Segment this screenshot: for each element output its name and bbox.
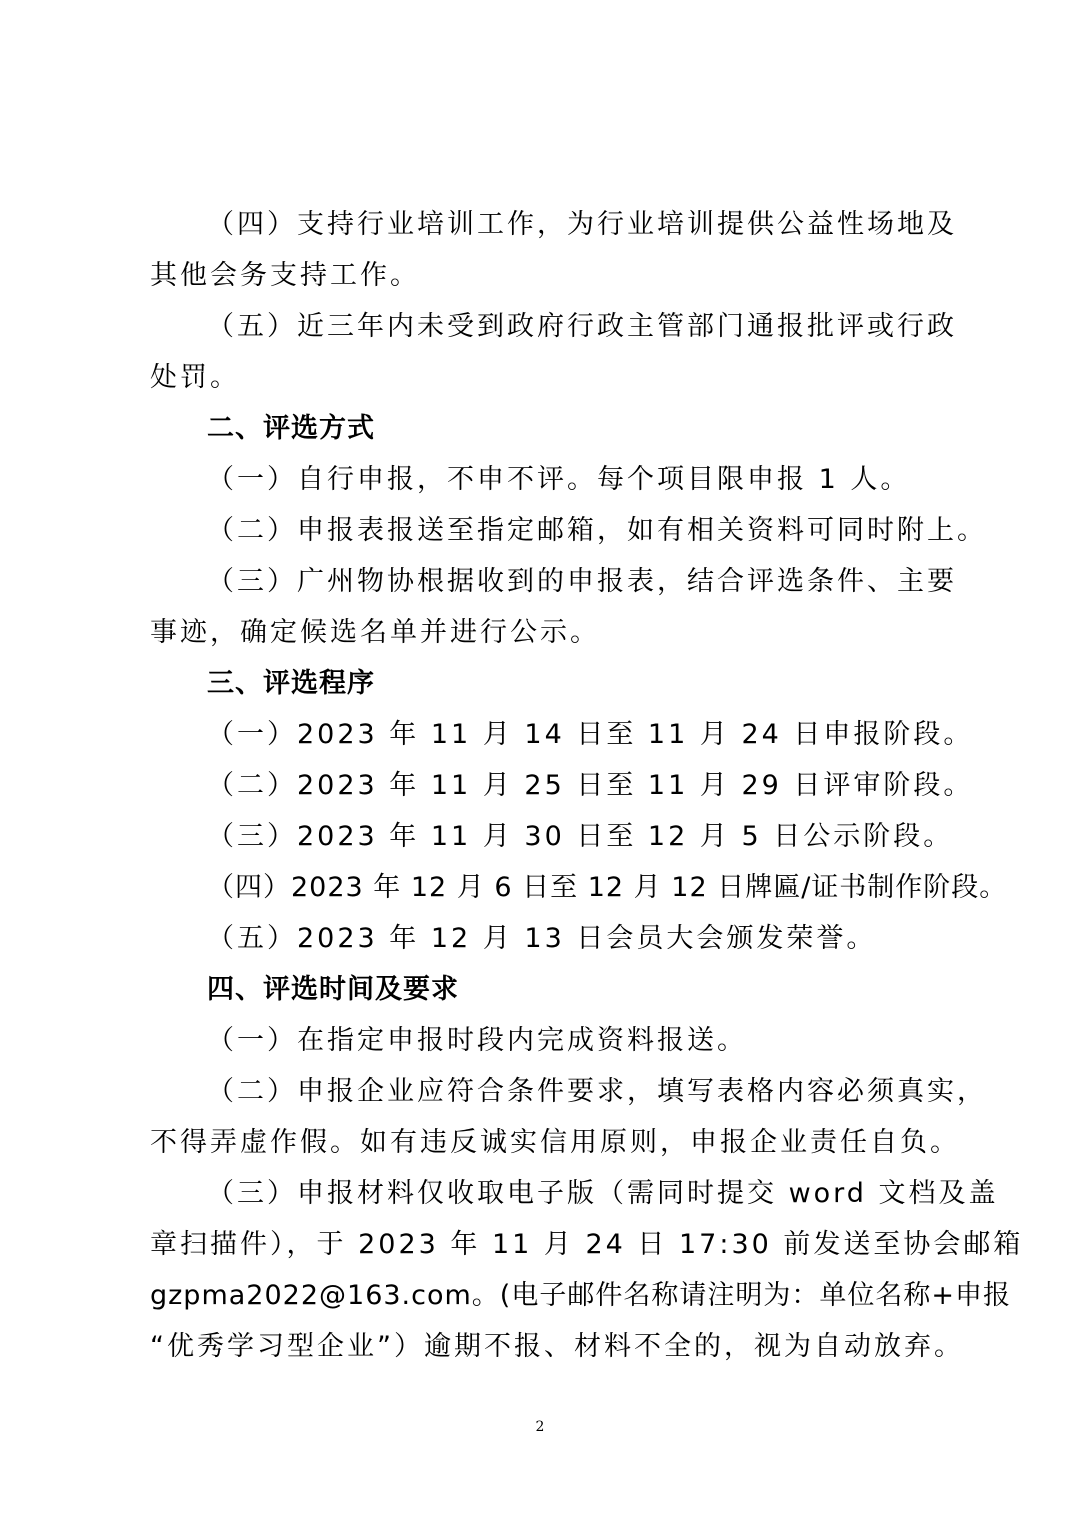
- page-number: 2: [535, 1419, 545, 1435]
- section-heading: 四、评选时间及要求: [207, 974, 459, 1005]
- paragraph-line: （二）申报企业应符合条件要求，填写表格内容必须真实，: [207, 1076, 987, 1107]
- paragraph-line: （三）广州物协根据收到的申报表，结合评选条件、主要: [207, 566, 957, 597]
- paragraph-line: 章扫描件），于 2023 年 11 月 24 日 17:30 前发送至协会邮箱: [150, 1229, 1024, 1260]
- paragraph-line: gzpma2022@163.com。(电子邮件名称请注明为：单位名称+申报: [150, 1280, 1011, 1311]
- paragraph-line: 不得弄虚作假。如有违反诚实信用原则，申报企业责任自负。: [150, 1127, 960, 1158]
- paragraph-line: （一）2023 年 11 月 14 日至 11 月 24 日申报阶段。: [207, 719, 974, 750]
- section-heading: 二、评选方式: [207, 413, 375, 444]
- paragraph-line: 事迹，确定候选名单并进行公示。: [150, 617, 600, 648]
- paragraph-line: 处罚。: [150, 362, 240, 393]
- paragraph-line: （五）近三年内未受到政府行政主管部门通报批评或行政: [207, 311, 957, 342]
- paragraph-line: 其他会务支持工作。: [150, 260, 420, 291]
- paragraph-line: （三）申报材料仅收取电子版（需同时提交 word 文档及盖: [207, 1178, 999, 1209]
- paragraph-line: （二）2023 年 11 月 25 日至 11 月 29 日评审阶段。: [207, 770, 974, 801]
- paragraph-line: （一）在指定申报时段内完成资料报送。: [207, 1025, 747, 1056]
- paragraph-line: （三）2023 年 11 月 30 日至 12 月 5 日公示阶段。: [207, 821, 954, 852]
- paragraph-line: （四）支持行业培训工作，为行业培训提供公益性场地及: [207, 209, 957, 240]
- section-heading: 三、评选程序: [207, 668, 375, 699]
- paragraph-line: “优秀学习型企业”）逾期不报、材料不全的，视为自动放弃。: [150, 1331, 964, 1362]
- paragraph-line: （二）申报表报送至指定邮箱，如有相关资料可同时附上。: [207, 515, 987, 546]
- paragraph-line: （五）2023 年 12 月 13 日会员大会颁发荣誉。: [207, 923, 877, 954]
- paragraph-line: （一）自行申报，不申不评。每个项目限申报 1 人。: [207, 464, 911, 495]
- paragraph-line: （四）2023 年 12 月 6 日至 12 月 12 日牌匾/证书制作阶段。: [207, 872, 1008, 903]
